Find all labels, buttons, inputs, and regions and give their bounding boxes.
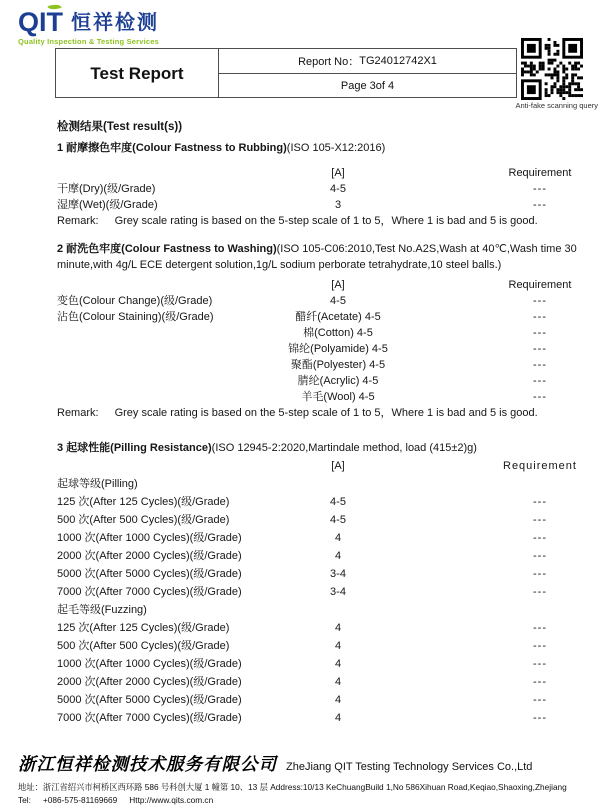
table-row (57, 673, 577, 691)
row-label: 2000 次(After 2000 Cycles)(级/Grade) (57, 676, 242, 688)
row-requirement: --- (533, 550, 547, 562)
company-name-en: ZheJiang QIT Testing Technology Services Co.,Ltd (286, 761, 533, 773)
row-requirement: --- (533, 676, 547, 688)
report-number-value: TG24012742X1 (359, 55, 437, 67)
row-label: 1000 次(After 1000 Cycles)(级/Grade) (57, 532, 242, 544)
section-title: 3 起球性能(Pilling Resistance)(ISO 12945-2:2020,Martindale method, load (415±2)g) (57, 442, 477, 454)
row-value: 4 (334, 622, 342, 634)
row-value: 聚酯(Polyester) 4-5 (290, 359, 386, 371)
company-address (18, 781, 590, 793)
table-row (57, 709, 577, 727)
section-pilling (57, 439, 577, 727)
remark (57, 405, 577, 421)
row-requirement: --- (533, 295, 547, 307)
tel-number: +086-575-81169669 (42, 795, 118, 805)
remark-text: Grey scale rating is based on the 5-step scale of 1 to 5，Where 1 is bad and 5 is good. (114, 215, 538, 227)
table-row (57, 565, 577, 583)
requirement-header: Requirement (508, 167, 572, 179)
report-number-label: Report No： (298, 56, 360, 68)
row-label: 7000 次(After 7000 Cycles)(级/Grade) (57, 586, 242, 598)
row-label: 125 次(After 125 Cycles)(级/Grade) (57, 496, 230, 508)
row-requirement: --- (533, 183, 547, 195)
row-value: 4 (334, 640, 342, 652)
row-label: 500 次(After 500 Cycles)(级/Grade) (57, 640, 230, 652)
row-value: 棉(Cotton) 4-5 (303, 327, 373, 339)
row-value: 4-5 (330, 514, 346, 526)
table-row (57, 293, 577, 309)
row-value: 4-5 (330, 295, 346, 307)
row-requirement: --- (533, 640, 547, 652)
remark-label: Remark: (57, 215, 99, 227)
section-title: 2 耐洗色牢度(Colour Fastness to Washing)(ISO 105-C06:2010,Test No.A2S,Wash at 40℃,Wash time 30 minute,with 4g/L ECE detergent solution,1g/L sodium perborate tetrahydrate,10 steel balls.) (57, 243, 577, 271)
results-heading: 检测结果(Test result(s)) (57, 121, 183, 133)
logo-tagline: Quality Inspection & Testing Services (18, 37, 160, 46)
row-label: 5000 次(After 5000 Cycles)(级/Grade) (57, 694, 242, 706)
row-value: 醋纤(Acetate) 4-5 (295, 311, 381, 323)
report-header-table (55, 48, 517, 98)
test-results (57, 120, 577, 727)
table-row (57, 309, 577, 325)
requirement-header: Requirement (503, 460, 577, 472)
subheading-fuzzing: 起毛等级(Fuzzing) (57, 604, 147, 616)
row-value: 4-5 (330, 496, 346, 508)
section-title: 1 耐摩擦色牢度(Colour Fastness to Rubbing)(ISO 105-X12:2016) (57, 142, 386, 154)
row-value: 3-4 (330, 586, 346, 598)
column-header-row (57, 165, 577, 181)
row-requirement: --- (533, 586, 547, 598)
address-cn: 地址：浙江省绍兴市柯桥区西环路 586 号科创大厦 1 幢第 10、13 层 (18, 782, 268, 792)
report-title: Test Report (56, 49, 219, 98)
row-value: 3 (334, 199, 342, 211)
row-requirement: --- (533, 343, 547, 355)
column-a-header: [A] (331, 167, 345, 179)
section-washing (57, 241, 577, 421)
row-value: 腈纶(Acrylic) 4-5 (297, 375, 379, 387)
logo-cn-text: 恒祥检测 (71, 12, 159, 34)
remark-label: Remark: (57, 407, 99, 419)
row-value: 4 (334, 532, 342, 544)
qr-caption: Anti-fake scanning query (515, 101, 598, 110)
table-row (57, 325, 577, 341)
row-value: 羊毛(Wool) 4-5 (301, 391, 375, 403)
table-row (57, 197, 577, 213)
column-a-header: [A] (331, 460, 345, 472)
row-label: 变色(Colour Change)(级/Grade) (57, 295, 213, 307)
column-header-row (57, 457, 577, 475)
company-logo (18, 8, 159, 46)
row-label: 1000 次(After 1000 Cycles)(级/Grade) (57, 658, 242, 670)
row-requirement: --- (533, 359, 547, 371)
row-value: 4 (334, 694, 342, 706)
row-requirement: --- (533, 694, 547, 706)
table-row (57, 655, 577, 673)
table-row (57, 691, 577, 709)
table-row (57, 637, 577, 655)
row-label: 沾色(Colour Staining)(级/Grade) (57, 311, 214, 323)
table-row (57, 493, 577, 511)
row-requirement: --- (533, 658, 547, 670)
row-label: 5000 次(After 5000 Cycles)(级/Grade) (57, 568, 242, 580)
row-requirement: --- (533, 391, 547, 403)
table-row (57, 373, 577, 389)
row-requirement: --- (533, 496, 547, 508)
page-indicator: Page 3of 4 (340, 80, 395, 92)
row-value: 3-4 (330, 568, 346, 580)
row-requirement: --- (533, 532, 547, 544)
row-requirement: --- (533, 712, 547, 724)
column-header-row (57, 277, 577, 293)
row-value: 4 (334, 676, 342, 688)
row-requirement: --- (533, 311, 547, 323)
table-row (57, 357, 577, 373)
remark (57, 213, 577, 229)
row-requirement: --- (533, 327, 547, 339)
row-label: 7000 次(After 7000 Cycles)(级/Grade) (57, 712, 242, 724)
table-row (57, 547, 577, 565)
row-requirement: --- (533, 199, 547, 211)
table-row (57, 619, 577, 637)
row-value: 4-5 (330, 183, 346, 195)
row-value: 4 (334, 550, 342, 562)
row-value: 4 (334, 658, 342, 670)
logo-qit-text: QIT (18, 8, 63, 36)
tel-label: Tel: (18, 795, 31, 805)
table-row (57, 529, 577, 547)
row-requirement: --- (533, 514, 547, 526)
qr-code (521, 38, 583, 100)
row-label: 湿摩(Wet)(级/Grade) (57, 199, 158, 211)
address-en: Address:10/13 KeChuangBuild 1,No 586Xihuan Road,Keqiao,Shaoxing,Zhejiang (270, 782, 567, 792)
row-label: 干摩(Dry)(级/Grade) (57, 183, 156, 195)
row-label: 500 次(After 500 Cycles)(级/Grade) (57, 514, 230, 526)
row-value: 锦纶(Polyamide) 4-5 (288, 343, 388, 355)
row-requirement: --- (533, 622, 547, 634)
section-rubbing (57, 141, 577, 229)
table-row (57, 389, 577, 405)
table-row (57, 511, 577, 529)
row-requirement: --- (533, 375, 547, 387)
row-requirement: --- (533, 568, 547, 580)
report-number-cell (219, 49, 516, 74)
website-url: Http://www.qits.com.cn (129, 795, 214, 805)
row-value: 4 (334, 712, 342, 724)
table-row (57, 583, 577, 601)
requirement-header: Requirement (508, 279, 572, 291)
table-row (57, 341, 577, 357)
company-name-cn: 浙江恒祥检测技术服务有限公司 (18, 755, 277, 775)
row-label: 2000 次(After 2000 Cycles)(级/Grade) (57, 550, 242, 562)
column-a-header: [A] (331, 279, 345, 291)
remark-text: Grey scale rating is based on the 5-step scale of 1 to 5，Where 1 is bad and 5 is good. (114, 407, 538, 419)
subheading-pilling: 起球等级(Pilling) (57, 478, 138, 490)
table-row (57, 181, 577, 197)
page-footer (18, 751, 590, 805)
row-label: 125 次(After 125 Cycles)(级/Grade) (57, 622, 230, 634)
